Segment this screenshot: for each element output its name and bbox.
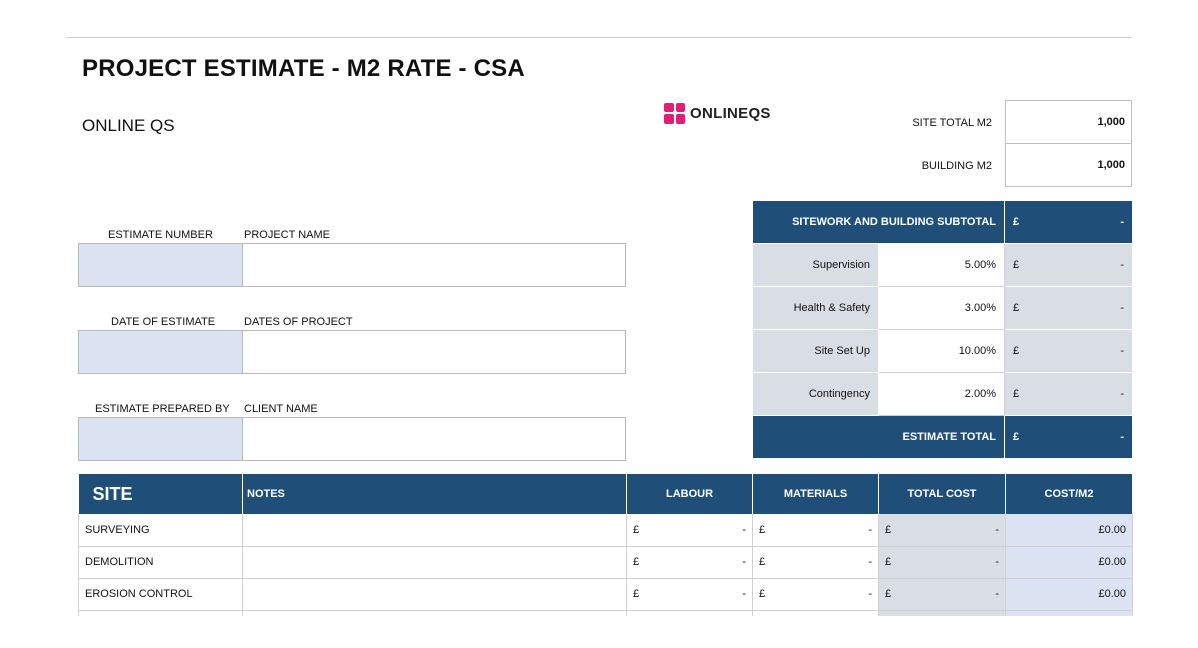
table-row [79, 578, 1133, 610]
labour-cell[interactable]: £ - [627, 514, 753, 546]
estimate-total-value: £ - [1005, 416, 1133, 459]
contingency-row [753, 373, 1133, 416]
estimate-prepared-by-label: ESTIMATE PREPARED BY [95, 403, 230, 415]
notes-cell[interactable] [243, 514, 627, 546]
labour-cell[interactable]: £ - [627, 546, 753, 578]
supervision-row [753, 244, 1133, 287]
onlineqs-logo [664, 100, 784, 126]
supervision-pct[interactable]: 5.00% [879, 244, 1005, 287]
dates-of-project-label: DATES OF PROJECT [244, 316, 353, 328]
item-name: EROSION CONTROL [79, 578, 243, 610]
logo-text: ONLINEQS [690, 104, 771, 122]
table-row [79, 514, 1133, 546]
notes-cell[interactable] [243, 578, 627, 610]
cost-m2-cell: £0.00 [1006, 578, 1133, 610]
health-safety-value: £ - [1005, 287, 1133, 330]
site-header: SITE [79, 474, 243, 514]
estimate-number-field[interactable] [78, 243, 243, 287]
cost-m2-cell: £0.00 [1006, 546, 1133, 578]
site-total-m2-label: SITE TOTAL M2 [912, 117, 992, 129]
logo-grid-icon [664, 103, 685, 124]
site-total-m2-value[interactable]: 1,000 [1005, 100, 1132, 144]
contingency-label: Contingency [753, 373, 879, 416]
materials-cell[interactable]: £ - [753, 578, 879, 610]
dates-of-project-field[interactable] [242, 330, 626, 374]
estimate-prepared-by-field[interactable] [78, 417, 243, 461]
total-cost-cell: £ - [879, 578, 1006, 610]
cost-m2-header: COST/M2 [1006, 474, 1133, 514]
subtotal-label: SITEWORK AND BUILDING SUBTOTAL [753, 201, 1005, 244]
health-safety-label: Health & Safety [753, 287, 879, 330]
item-name: SURVEYING [79, 514, 243, 546]
item-name: DEMOLITION [79, 546, 243, 578]
cost-m2-cell: £0.00 [1006, 514, 1133, 546]
date-of-estimate-field[interactable] [78, 330, 243, 374]
project-name-field[interactable] [242, 243, 626, 287]
table-row [79, 610, 1133, 616]
labour-header: LABOUR [627, 474, 753, 514]
subtotal-value: £ - [1005, 201, 1133, 244]
materials-header: MATERIALS [753, 474, 879, 514]
subtotal-row [753, 201, 1133, 244]
project-name-label: PROJECT NAME [244, 229, 330, 241]
table-row [79, 546, 1133, 578]
site-set-up-row [753, 330, 1133, 373]
building-m2-label: BUILDING M2 [921, 160, 992, 172]
health-safety-row [753, 287, 1133, 330]
supervision-value: £ - [1005, 244, 1133, 287]
site-set-up-label: Site Set Up [753, 330, 879, 373]
total-cost-cell: £ - [879, 514, 1006, 546]
summary-table [752, 200, 1133, 459]
page-title: PROJECT ESTIMATE - M2 RATE - CSA [82, 55, 525, 82]
estimate-number-label: ESTIMATE NUMBER [108, 229, 213, 241]
building-m2-value[interactable]: 1,000 [1005, 143, 1132, 187]
contingency-value: £ - [1005, 373, 1133, 416]
health-safety-pct[interactable]: 3.00% [879, 287, 1005, 330]
notes-cell[interactable] [243, 546, 627, 578]
client-name-field[interactable] [242, 417, 626, 461]
supervision-label: Supervision [753, 244, 879, 287]
client-name-label: CLIENT NAME [244, 403, 318, 415]
contingency-pct[interactable]: 2.00% [879, 373, 1005, 416]
top-divider [66, 37, 1132, 38]
site-table [78, 474, 1133, 616]
site-set-up-pct[interactable]: 10.00% [879, 330, 1005, 373]
notes-header: NOTES [243, 474, 627, 514]
estimate-total-label: ESTIMATE TOTAL [753, 416, 1005, 459]
materials-cell[interactable]: £ - [753, 514, 879, 546]
site-table-header [79, 474, 1133, 514]
total-cost-cell: £ - [879, 546, 1006, 578]
materials-cell[interactable]: £ - [753, 546, 879, 578]
total-cost-header: TOTAL COST [879, 474, 1006, 514]
labour-cell[interactable]: £ - [627, 578, 753, 610]
date-of-estimate-label: DATE OF ESTIMATE [111, 316, 216, 328]
estimate-total-row [753, 416, 1133, 459]
site-set-up-value: £ - [1005, 330, 1133, 373]
company-name: ONLINE QS [82, 116, 175, 135]
